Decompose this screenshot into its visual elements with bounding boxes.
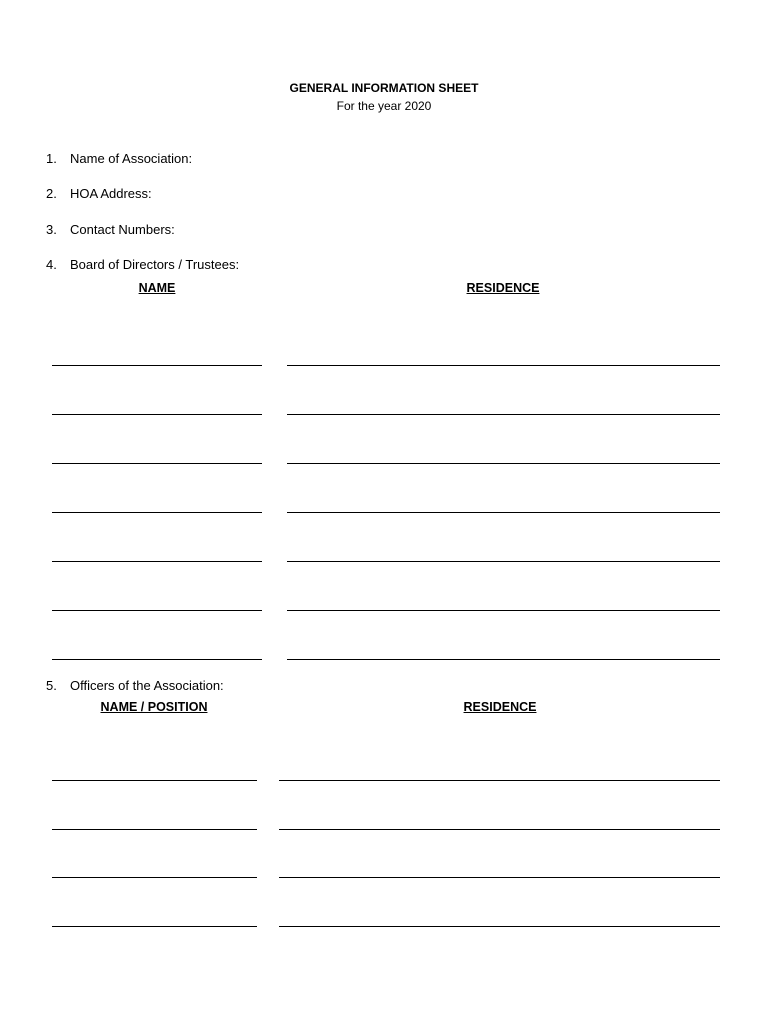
officer-residence-line xyxy=(279,780,720,781)
officer-residence-line xyxy=(279,926,720,927)
board-residence-line xyxy=(287,561,720,562)
board-name-line xyxy=(52,365,262,366)
officers-residence-column-header: RESIDENCE xyxy=(463,700,537,714)
board-residence-column-header: RESIDENCE xyxy=(466,281,540,295)
board-residence-line xyxy=(287,463,720,464)
board-residence-line xyxy=(287,414,720,415)
officer-residence-line xyxy=(279,829,720,830)
item-number: 4. xyxy=(46,257,57,272)
item-officers-of-association xyxy=(46,678,224,693)
officers-name-position-column-header: NAME / POSITION xyxy=(100,700,208,714)
item-number: 1. xyxy=(46,151,57,166)
item-board-of-directors xyxy=(46,257,239,272)
board-name-line xyxy=(52,512,262,513)
item-number: 5. xyxy=(46,678,57,693)
board-name-line xyxy=(52,414,262,415)
item-number: 3. xyxy=(46,222,57,237)
item-label: Contact Numbers: xyxy=(70,222,175,237)
board-residence-line xyxy=(287,659,720,660)
officer-residence-line xyxy=(279,877,720,878)
item-label: HOA Address: xyxy=(70,186,152,201)
officer-name-line xyxy=(52,780,257,781)
item-name-of-association xyxy=(46,151,192,166)
board-name-line xyxy=(52,561,262,562)
board-name-line xyxy=(52,659,262,660)
item-contact-numbers xyxy=(46,222,175,237)
sheet-title: GENERAL INFORMATION SHEET xyxy=(289,81,479,95)
officer-name-line xyxy=(52,877,257,878)
board-residence-line xyxy=(287,610,720,611)
item-hoa-address xyxy=(46,186,152,201)
board-name-column-header: NAME xyxy=(138,281,176,295)
item-label: Board of Directors / Trustees: xyxy=(70,257,240,272)
board-name-line xyxy=(52,463,262,464)
item-label: Name of Association: xyxy=(70,151,193,166)
item-number: 2. xyxy=(46,186,57,201)
board-residence-line xyxy=(287,512,720,513)
officer-name-line xyxy=(52,926,257,927)
board-name-line xyxy=(52,610,262,611)
board-residence-line xyxy=(287,365,720,366)
item-label: Officers of the Association: xyxy=(70,678,224,693)
officer-name-line xyxy=(52,829,257,830)
sheet-subtitle: For the year 2020 xyxy=(336,99,432,113)
